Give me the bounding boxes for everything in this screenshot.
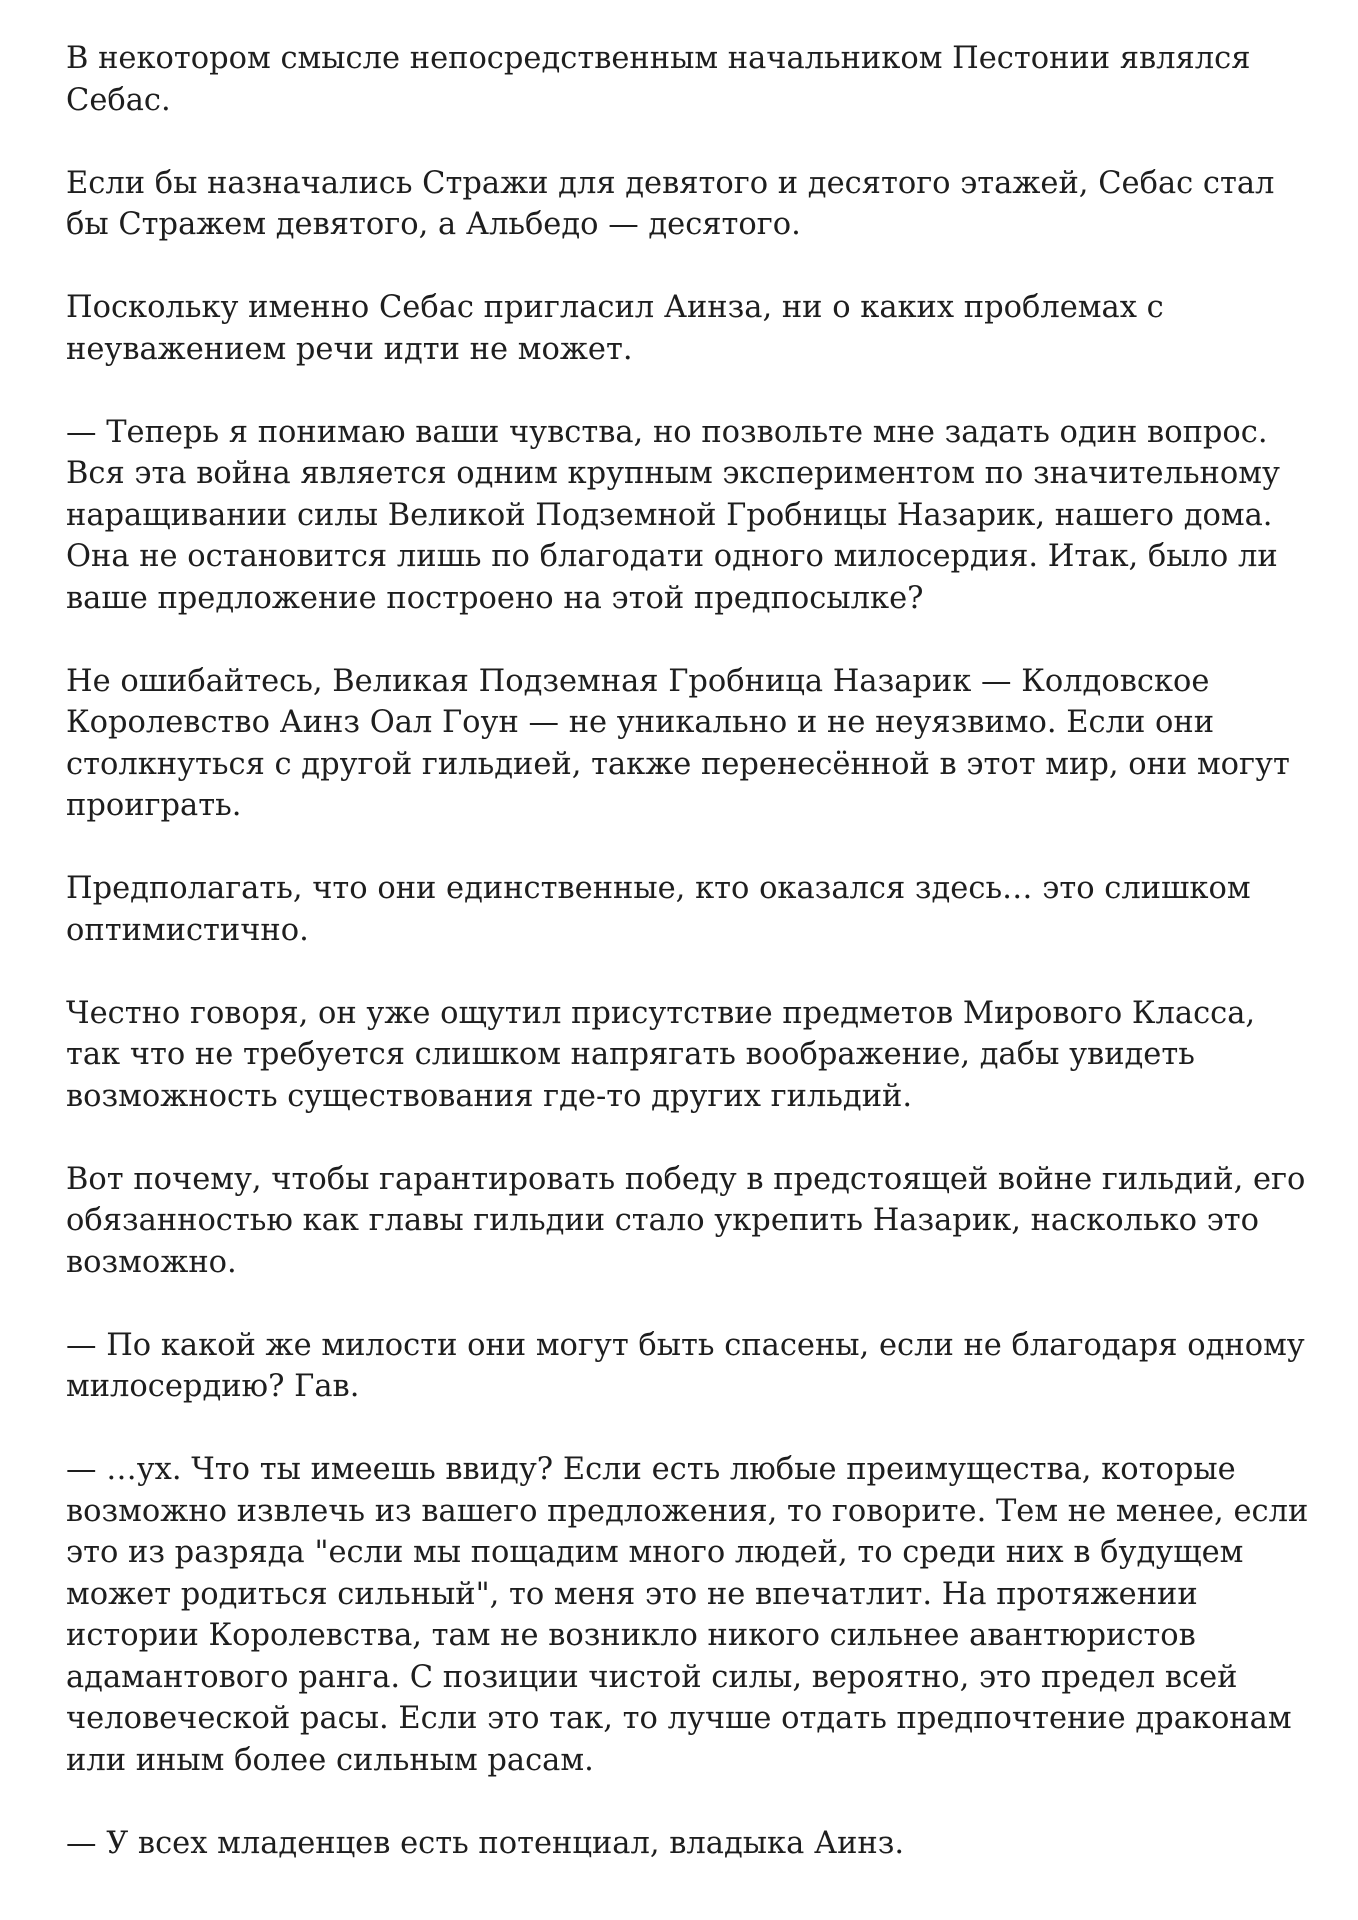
paragraph-4: — Теперь я понимаю ваши чувства, но позвольте мне задать один вопрос. Вся эта война является одним крупным экспериментом по значительному наращивании силы Великой Подземной Гробницы Назарик, нашего дома. Она не остановится лишь по благодати одного милосердия. Итак, было ли ваше предложение построено на этой предпосылке? xyxy=(66,414,1280,616)
paragraph-9: — По какой же милости они могут быть спасены, если не благодаря одному милосердию? Гав. xyxy=(66,1327,1305,1404)
paragraph-7: Честно говоря, он уже ощутил присутствие предметов Мирового Класса, так что не требуется слишком напрягать воображение, дабы увидеть возможность существования где-то других гильдий. xyxy=(66,995,1256,1114)
paragraph-5: Не ошибайтесь, Великая Подземная Гробница Назарик — Колдовское Королевство Аинз Оал Гоун — не уникально и не неуязвимо. Если они столкнуться с другой гильдией, также перенесённой в этот мир, они могут проиграть. xyxy=(66,663,1290,823)
paragraph-1: В некотором смысле непосредственным начальником Пестонии являлся Себас. xyxy=(66,41,1251,118)
paragraph-11: — У всех младенцев есть потенциал, владыка Аинз. xyxy=(66,1825,905,1861)
document-page xyxy=(66,38,1316,1864)
paragraph-10: — …ух. Что ты имеешь ввиду? Если есть любые преимущества, которые возможно извлечь из вашего предложения, то говорите. Тем не менее, если это из разряда "если мы пощадим много людей, то среди них в будущем может родиться сильный", то меня это не впечатлит. На протяжении истории Королевства, там не возникло никого сильнее авантюристов адамантового ранга. С позиции чистой силы, вероятно, это предел всей человеческой расы. Если это так, то лучше отдать предпочтение драконам или иным более сильным расам. xyxy=(66,1452,1309,1778)
paragraph-8: Вот почему, чтобы гарантировать победу в предстоящей войне гильдий, его обязанностью как главы гильдии стало укрепить Назарик, насколько это возможно. xyxy=(66,1161,1306,1280)
paragraph-6: Предполагать, что они единственные, кто оказался здесь… это слишком оптимистично. xyxy=(66,871,1251,948)
paragraph-3: Поскольку именно Себас пригласил Аинза, ни о каких проблемах с неуважением речи идти не может. xyxy=(66,290,1164,367)
paragraph-2: Если бы назначались Стражи для девятого и десятого этажей, Себас стал бы Стражем девятого, а Альбедо — десятого. xyxy=(66,165,1275,242)
